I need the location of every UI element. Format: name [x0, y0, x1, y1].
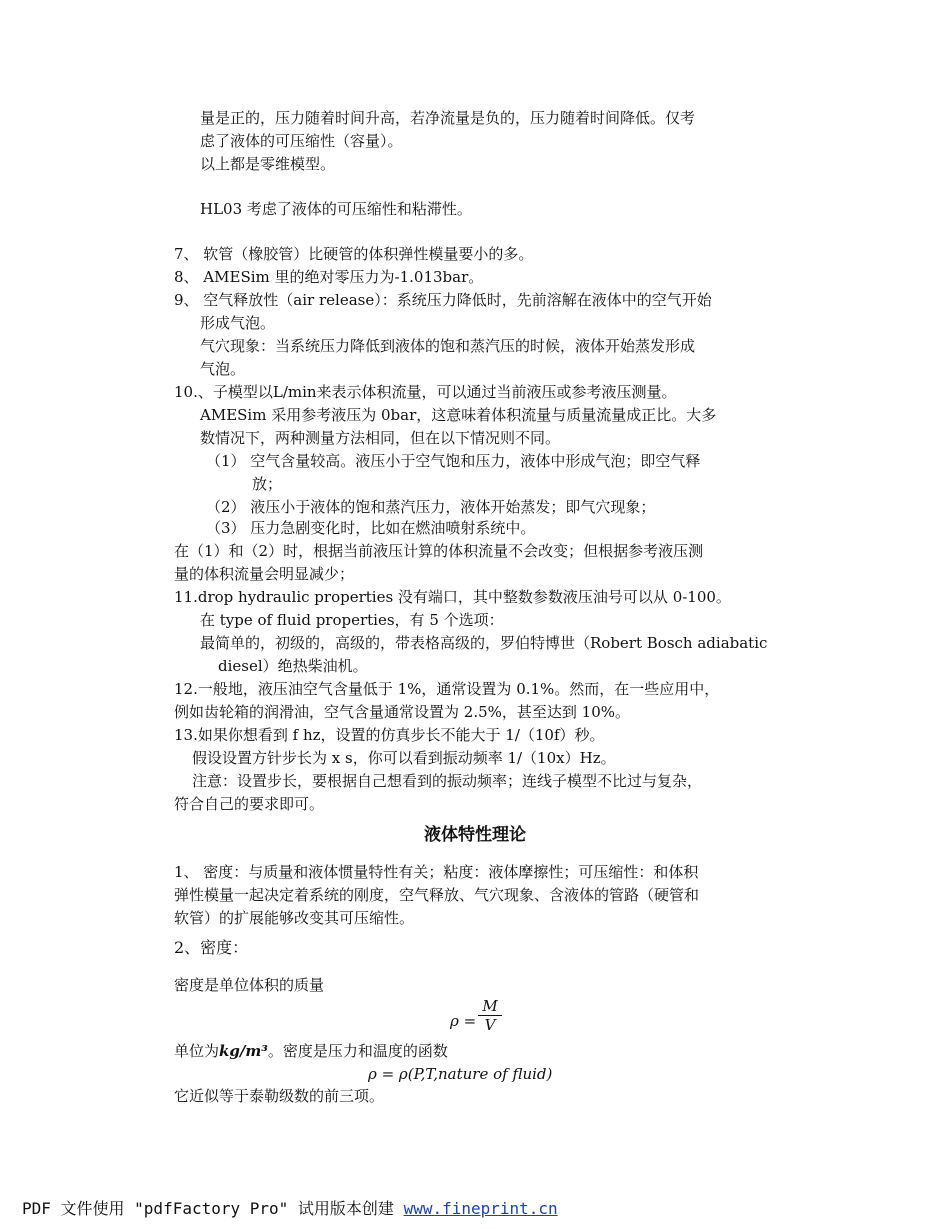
text-line: 量的体积流量会明显减少； — [174, 565, 355, 583]
text-line: 密度是单位体积的质量 — [174, 976, 325, 994]
density-fraction — [470, 997, 510, 1034]
text-line: 量是正的，压力随着时间升高，若净流量是负的，压力随着时间降低。仅考 — [200, 109, 696, 127]
list-item: （3） 压力急剧变化时，比如在燃油喷射系统中。 — [206, 519, 536, 537]
unit-line — [174, 1041, 448, 1061]
pdf-footer — [22, 1196, 558, 1219]
list-item: 11.drop hydraulic properties 没有端口，其中整数参数液压油号可以从 0-100。 — [174, 588, 731, 606]
text-line: 假设设置方针步长为 x s，你可以看到振动频率 1/（10x）Hz。 — [192, 749, 616, 767]
list-item: 13.如果你想看到 f hz，设置的仿真步长不能大于 1/（10f）秒。 — [174, 726, 605, 744]
list-item: 1、 密度：与质量和液体惯量特性有关；粘度：液体摩擦性；可压缩性：和体积 — [174, 863, 699, 881]
list-item: 10.、子模型以L/min来表示体积流量，可以通过当前液压或参考液压测量。 — [174, 383, 677, 401]
density-function-formula: ρ = ρ(P,T,nature of fluid) — [368, 1065, 553, 1083]
list-item: 2、密度： — [174, 938, 249, 957]
text-line: 例如齿轮箱的润滑油，空气含量通常设置为 2.5%，甚至达到 10%。 — [174, 703, 630, 721]
list-item: 8、 AMESim 里的绝对零压力为-1.013bar。 — [174, 268, 484, 286]
text-line: 气泡。 — [200, 360, 246, 378]
unit-label: 单位为 — [174, 1042, 220, 1060]
text-line: 在 type of fluid properties，有 5 个选项： — [200, 611, 504, 629]
list-item: （1） 空气含量较高。液压小于空气饱和压力，液体中形成气泡；即空气释 — [206, 452, 701, 470]
unit-description: 。密度是压力和温度的函数 — [267, 1042, 448, 1060]
text-line: 虑了液体的可压缩性（容量）。 — [200, 132, 403, 150]
text-line: HL03 考虑了液体的可压缩性和粘滞性。 — [200, 200, 472, 218]
text-line: 弹性模量一起决定着系统的刚度，空气释放、气穴现象、含液体的管路（硬管和 — [174, 886, 700, 904]
text-line: 以上都是零维模型。 — [200, 155, 336, 173]
density-formula-lhs: ρ = — [450, 1012, 477, 1030]
list-item: 9、 空气释放性（air release）：系统压力降低时，先前溶解在液体中的空气开始 — [174, 291, 712, 309]
text-line: 软管）的扩展能够改变其可压缩性。 — [174, 909, 415, 927]
footer-text: PDF 文件使用 "pdfFactory Pro" 试用版本创建 — [22, 1199, 404, 1218]
text-line: 数情况下，两种测量方法相同，但在以下情况则不同。 — [200, 429, 561, 447]
text-line: 放； — [252, 475, 283, 493]
fraction-numerator: M — [482, 997, 498, 1015]
text-line: 它近似等于泰勒级数的前三项。 — [174, 1087, 385, 1105]
text-line: 气穴现象：当系统压力降低到液体的饱和蒸汽压的时候，液体开始蒸发形成 — [200, 337, 696, 355]
unit-kg-m3: kg/m³ — [219, 1042, 268, 1060]
fraction-denominator: V — [484, 1016, 496, 1034]
text-line: 在（1）和（2）时，根据当前液压计算的体积流量不会改变；但根据参考液压测 — [174, 542, 704, 560]
list-item: 12.一般地，液压油空气含量低于 1%，通常设置为 0.1%。然而，在一些应用中， — [174, 680, 720, 698]
text-line: 符合自己的要求即可。 — [174, 795, 325, 813]
text-line: AMESim 采用参考液压为 0bar，这意味着体积流量与质量流量成正比。大多 — [200, 406, 717, 424]
text-line: 注意：设置步长，要根据自己想看到的振动频率；连线子模型不比过与复杂， — [192, 772, 703, 790]
section-heading: 液体特性理论 — [424, 825, 526, 845]
footer-link[interactable]: www.fineprint.cn — [403, 1199, 558, 1218]
text-line: 最简单的，初级的，高级的，带表格高级的，罗伯特博世（Robert Bosch adiabatic — [200, 634, 768, 652]
text-line: 形成气泡。 — [200, 314, 276, 332]
list-item: （2） 液压小于液体的饱和蒸汽压力，液体开始蒸发；即气穴现象； — [206, 498, 656, 516]
text-line: diesel）绝热柴油机。 — [218, 657, 368, 675]
list-item: 7、 软管（橡胶管）比硬管的体积弹性模量要小的多。 — [174, 245, 534, 263]
